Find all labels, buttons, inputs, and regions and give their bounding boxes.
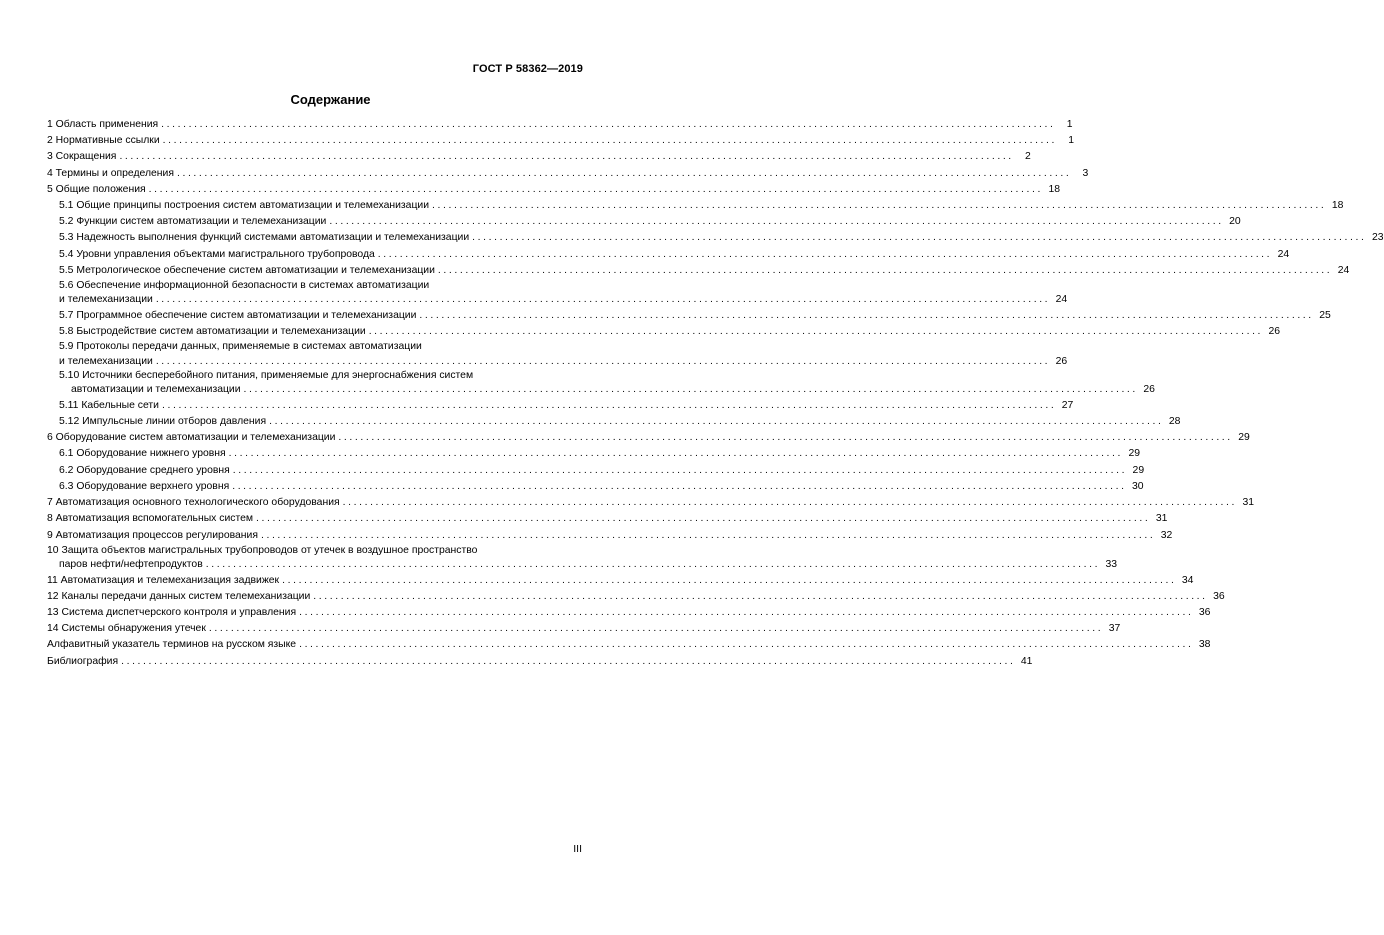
toc-entry-text: 9 Автоматизация процессов регулирования [47, 529, 258, 541]
toc-entry-5-5[interactable] [47, 263, 1350, 279]
toc-entry-5-11[interactable] [47, 398, 1074, 414]
toc-leader-dots: ................................................................................................................................................................... [299, 639, 1194, 651]
toc-page-number: 25 [1319, 309, 1331, 321]
toc-entry-text: 8 Автоматизация вспомогательных систем [47, 513, 254, 525]
toc-entry-6-3[interactable] [47, 479, 1144, 495]
toc-entry-5-9[interactable] [47, 340, 1068, 369]
toc-entry-12[interactable] [47, 589, 1225, 605]
toc-leader-dots: ................................................................................................................................................................... [342, 497, 1237, 509]
toc-leader-dots: ................................................................................................................................................................... [282, 574, 1177, 586]
toc-page-number: 2 [1025, 151, 1031, 163]
toc-entry-5-1[interactable] [47, 198, 1344, 214]
toc-leader-dots: ................................................................................................................................................................... [299, 606, 1194, 618]
toc-entry-5-12[interactable] [47, 414, 1181, 430]
table-of-contents [47, 117, 1384, 670]
toc-page-number: 29 [1132, 464, 1145, 476]
toc-entry-5-4[interactable] [47, 247, 1290, 263]
toc-leader-dots: ................................................................................................................................................................... [208, 623, 1104, 635]
toc-leader-dots: ................................................................................................................................................................... [161, 399, 1057, 411]
toc-page-number: 34 [1181, 574, 1194, 586]
toc-entry-first-line: 10 Защита объектов магистральных трубопроводов от утечек в воздушное пространство [47, 544, 478, 556]
toc-page-number: 26 [1143, 384, 1155, 396]
toc-page-number: 36 [1198, 606, 1211, 618]
toc-leader-dots: ................................................................................................................................................................... [256, 513, 1151, 525]
toc-entry-continuation [47, 355, 1068, 369]
toc-leader-dots: ................................................................................................................................................................... [313, 590, 1208, 602]
toc-entry-text: 14 Системы обнаружения утечек [47, 623, 206, 635]
toc-entry-first-line: 5.9 Протоколы передачи данных, применяемые в системах автоматизации [59, 341, 422, 353]
toc-leader-dots: ................................................................................................................................................................... [155, 355, 1051, 367]
toc-entry-5-10[interactable] [47, 369, 1155, 398]
toc-entry-6-1[interactable] [47, 446, 1141, 462]
toc-entry-text: автоматизации и телемеханизации [71, 384, 241, 396]
toc-leader-dots: ................................................................................................................................................................... [368, 326, 1264, 338]
toc-entry-text: 6.3 Оборудование верхнего уровня [59, 480, 230, 492]
toc-entry-text: Библиография [47, 655, 119, 667]
toc-entry-text: 5.7 Программное обеспечение систем автоматизации и телемеханизации [59, 309, 417, 321]
toc-page-number: 24 [1277, 248, 1290, 260]
toc-entry-text: Алфавитный указатель терминов на русском языке [47, 639, 297, 651]
toc-entry-5-2[interactable] [47, 214, 1241, 230]
toc-entry-text: 2 Нормативные ссылки [47, 135, 160, 147]
toc-leader-dots: ................................................................................................................................................................... [437, 264, 1333, 276]
toc-page-number: 31 [1155, 513, 1168, 525]
toc-entry-text: 5.11 Кабельные сети [59, 399, 159, 411]
toc-leader-dots: ................................................................................................................................................................... [419, 309, 1314, 321]
toc-leader-dots: ................................................................................................................................................................... [148, 183, 1043, 195]
toc-page-number: 24 [1337, 264, 1350, 276]
toc-entry-4[interactable] [47, 166, 1089, 182]
toc-leader-dots: ................................................................................................................................................................... [232, 480, 1127, 492]
toc-page-number: 23 [1371, 232, 1384, 244]
toc-leader-dots: ................................................................................................................................................................... [162, 135, 1058, 147]
toc-entry-text: 4 Термины и определения [47, 167, 174, 179]
toc-entry-6[interactable] [47, 430, 1250, 446]
toc-leader-dots: ................................................................................................................................................................... [121, 655, 1016, 667]
toc-page-number: 30 [1132, 480, 1144, 492]
toc-page-number: 3 [1082, 167, 1089, 179]
toc-entry-2[interactable] [47, 133, 1075, 149]
toc-leader-dots: ................................................................................................................................................................... [472, 232, 1367, 244]
toc-entry-text: и телемеханизации [59, 355, 153, 367]
toc-page-number: 32 [1160, 529, 1173, 541]
page-title: Содержание [290, 92, 371, 107]
toc-entry-10[interactable] [47, 544, 1118, 573]
toc-page-number: 18 [1048, 183, 1060, 195]
toc-leader-dots: ................................................................................................................................................................... [338, 432, 1233, 444]
toc-entry-text: 12 Каналы передачи данных систем телемеханизации [47, 590, 311, 602]
toc-entry-continuation [47, 383, 1155, 397]
toc-page-number: 20 [1229, 216, 1241, 228]
toc-entry-text: 6 Оборудование систем автоматизации и телемеханизации [47, 432, 336, 444]
toc-entry-bibliography[interactable] [47, 654, 1033, 670]
toc-entry-8[interactable] [47, 511, 1168, 527]
toc-page-number: 26 [1055, 355, 1068, 367]
toc-entry-9[interactable] [47, 528, 1173, 544]
toc-leader-dots: ................................................................................................................................................................... [205, 559, 1101, 571]
toc-page-number: 36 [1213, 590, 1225, 602]
toc-entry-text: 5.1 Общие принципы построения систем автоматизации и телемеханизации [59, 200, 430, 212]
toc-entry-text: 7 Автоматизация основного технологического оборудования [47, 497, 340, 509]
toc-entry-text: паров нефти/нефтепродуктов [59, 559, 203, 571]
toc-page-number: 1 [1066, 119, 1073, 130]
toc-leader-dots: ................................................................................................................................................................... [377, 248, 1273, 260]
toc-entry-text: 3 Сокращения [47, 151, 117, 163]
toc-entry-text: 5.2 Функции систем автоматизации и телемеханизации [59, 216, 327, 228]
toc-entry-14[interactable] [47, 621, 1121, 637]
toc-entry-5[interactable] [47, 182, 1060, 198]
toc-entry-5-7[interactable] [47, 308, 1331, 324]
toc-entry-text: и телемеханизации [59, 294, 153, 306]
toc-page-number: 38 [1198, 639, 1211, 651]
toc-entry-continuation [47, 558, 1118, 572]
toc-page-number: 29 [1128, 448, 1141, 460]
toc-leader-dots: ................................................................................................................................................................... [119, 151, 1014, 163]
toc-page-number: 29 [1238, 432, 1250, 444]
toc-leader-dots: ................................................................................................................................................................... [329, 216, 1224, 228]
toc-entry-text: 6.1 Оборудование нижнего уровня [59, 448, 226, 460]
toc-entry-text: 1 Область применения [47, 119, 159, 130]
page-folio: III [573, 843, 582, 855]
toc-entry-5-6[interactable] [47, 279, 1068, 308]
toc-page-number: 37 [1108, 623, 1121, 635]
toc-leader-dots: ................................................................................................................................................................... [243, 384, 1138, 396]
toc-entry-text: 6.2 Оборудование среднего уровня [59, 464, 230, 476]
toc-entry-7[interactable] [47, 495, 1254, 511]
toc-entry-text: 5.4 Уровни управления объектами магистрального трубопровода [59, 248, 375, 260]
toc-entry-6-2[interactable] [47, 463, 1145, 479]
toc-leader-dots: ................................................................................................................................................................... [232, 464, 1128, 476]
toc-entry-5-8[interactable] [47, 324, 1281, 340]
toc-entry-first-line: 5.10 Источники бесперебойного питания, применяемые для энергоснабжения систем [59, 370, 474, 382]
toc-entry-13[interactable] [47, 605, 1211, 621]
toc-entry-text: 5 Общие положения [47, 183, 146, 195]
toc-entry-first-line: 5.6 Обеспечение информационной безопасности в системах автоматизации [59, 280, 430, 292]
toc-leader-dots: ................................................................................................................................................................... [228, 448, 1124, 460]
toc-entry-text: 5.3 Надежность выполнения функций системами автоматизации и телемеханизации [59, 232, 470, 244]
toc-entry-11[interactable] [47, 573, 1194, 589]
toc-entry-1[interactable] [47, 117, 1073, 133]
toc-page-number: 24 [1055, 294, 1068, 306]
toc-entry-text: 5.8 Быстродействие систем автоматизации и телемеханизации [59, 326, 366, 338]
toc-entry-3[interactable] [47, 149, 1031, 165]
toc-entry-text: 5.12 Импульсные линии отборов давления [59, 416, 267, 428]
toc-page-number: 1 [1068, 135, 1075, 147]
toc-page-number: 26 [1268, 326, 1281, 338]
toc-page-number: 31 [1242, 497, 1254, 509]
toc-page-number: 28 [1168, 416, 1181, 428]
toc-entry-text: 13 Система диспетчерского контроля и управления [47, 606, 297, 618]
toc-entry-index[interactable] [47, 637, 1211, 653]
toc-leader-dots: ................................................................................................................................................................... [161, 119, 1056, 130]
toc-leader-dots: ................................................................................................................................................................... [155, 294, 1051, 306]
toc-page-number: 41 [1020, 655, 1033, 667]
toc-page-number: 33 [1105, 559, 1118, 571]
toc-entry-continuation [47, 293, 1068, 307]
toc-entry-text: 5.5 Метрологическое обеспечение систем автоматизации и телемеханизации [59, 264, 435, 276]
toc-page-number: 18 [1331, 200, 1344, 212]
toc-leader-dots: ................................................................................................................................................................... [176, 167, 1072, 179]
toc-leader-dots: ................................................................................................................................................................... [432, 200, 1327, 212]
toc-leader-dots: ................................................................................................................................................................... [260, 529, 1156, 541]
toc-entry-5-3[interactable] [47, 230, 1384, 246]
toc-leader-dots: ................................................................................................................................................................... [269, 416, 1164, 428]
toc-page-number: 27 [1061, 399, 1074, 411]
standard-designation: ГОСТ Р 58362—2019 [472, 63, 583, 75]
toc-entry-text: 11 Автоматизация и телемеханизация задвижек [47, 574, 280, 586]
